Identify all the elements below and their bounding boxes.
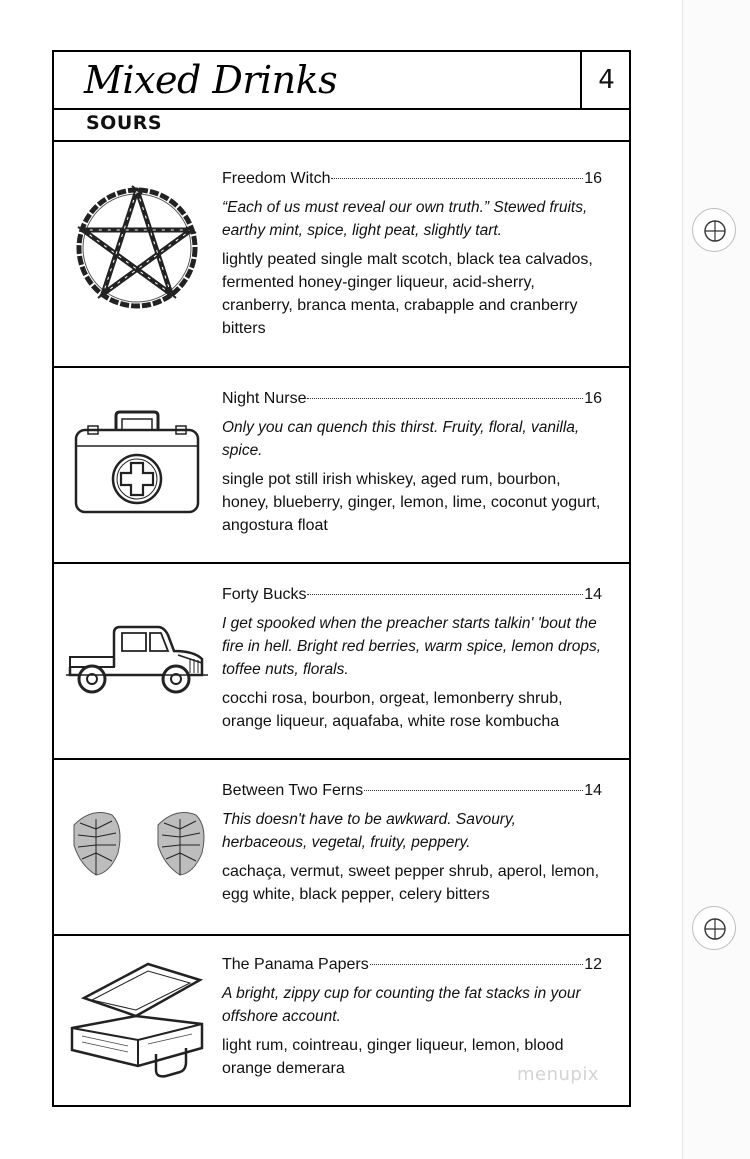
- page-title: Mixed Drinks: [84, 58, 338, 102]
- section-title: SOURS: [86, 112, 163, 134]
- title-bar: [54, 52, 629, 110]
- drink-price: 12: [584, 956, 602, 973]
- leader-dots: [370, 963, 583, 965]
- drink-description: “Each of us must reveal our own truth.” Stewed fruits, earthy mint, spice, light peat, slightly tart.: [222, 199, 588, 239]
- drink-name: Freedom Witch: [222, 170, 331, 187]
- drink-ingredients: cocchi rosa, bourbon, orgeat, lemonberry shrub, orange liqueur, aquafaba, white rose kombucha: [222, 690, 563, 730]
- drink-description: A bright, zippy cup for counting the fat stacks in your offshore account.: [222, 985, 581, 1025]
- drink-description: Only you can quench this thirst. Fruity, floral, vanilla, spice.: [222, 419, 580, 459]
- drink-ingredients: light rum, cointreau, ginger liqueur, lemon, blood orange demerara: [222, 1037, 564, 1077]
- menu-item: [54, 760, 629, 936]
- drink-name: Night Nurse: [222, 390, 307, 407]
- drink-description: I get spooked when the preacher starts talkin' 'bout the fire in hell. Bright red berries, warm spice, lemon drops, toffee nuts, florals.: [222, 615, 602, 678]
- drink-name: Between Two Ferns: [222, 782, 364, 799]
- menu-item: [54, 142, 629, 368]
- leader-dots: [331, 177, 583, 179]
- drink-price: 14: [584, 586, 602, 603]
- drink-name: The Panama Papers: [222, 956, 369, 973]
- first-aid-kit-icon: [62, 408, 212, 523]
- leader-dots: [307, 397, 583, 399]
- briefcase-icon: [62, 958, 212, 1093]
- pentagram-icon: [62, 172, 212, 327]
- menu-item: [54, 368, 629, 564]
- binder-hole-icon: [692, 208, 736, 252]
- ferns-icon: [62, 805, 212, 890]
- drink-ingredients: cachaça, vermut, sweet pepper shrub, aperol, lemon, egg white, black pepper, celery bitters: [222, 863, 600, 903]
- drink-name: Forty Bucks: [222, 586, 307, 603]
- drink-price: 16: [584, 170, 602, 187]
- drink-price: 14: [584, 782, 602, 799]
- menu-page: [52, 50, 631, 1107]
- page-number: 4: [580, 52, 631, 108]
- section-bar: [54, 110, 629, 142]
- leader-dots: [307, 593, 583, 595]
- leader-dots: [364, 789, 583, 791]
- menu-item: [54, 564, 629, 760]
- pickup-truck-icon: [62, 619, 212, 704]
- drink-description: This doesn't have to be awkward. Savoury, herbaceous, vegetal, fruity, peppery.: [222, 811, 516, 851]
- binder-hole-icon: [692, 906, 736, 950]
- drink-ingredients: lightly peated single malt scotch, black tea calvados, fermented honey-ginger liqueur, acid-sherry, cranberry, branca menta, crabapple and cranberry bitters: [222, 251, 593, 337]
- drink-ingredients: single pot still irish whiskey, aged rum, bourbon, honey, blueberry, ginger, lemon, lime, coconut yogurt, angostura float: [222, 471, 601, 534]
- drink-price: 16: [584, 390, 602, 407]
- binder-strip: [682, 0, 750, 1159]
- watermark: menupix: [517, 1064, 600, 1085]
